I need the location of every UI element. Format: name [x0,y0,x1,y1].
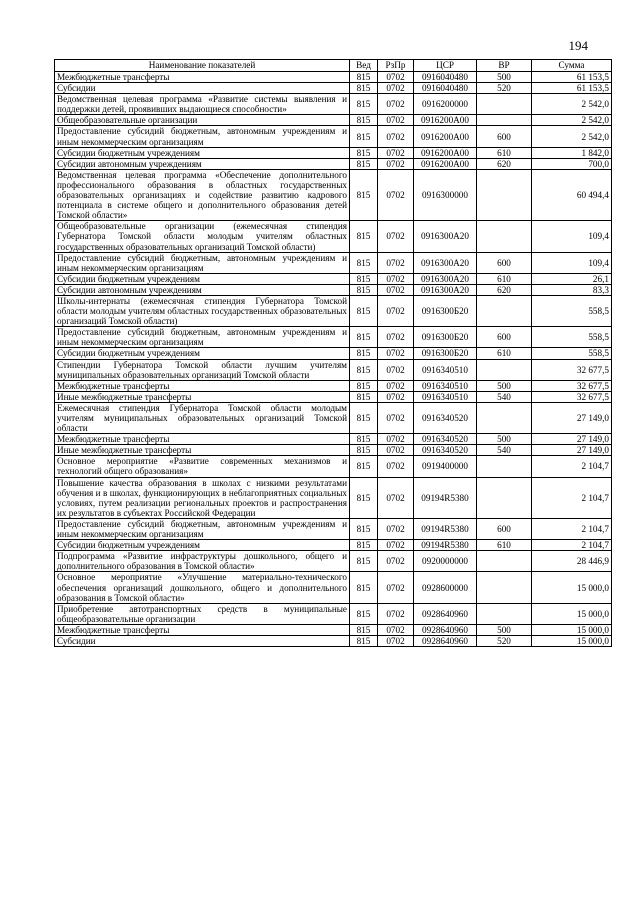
cell-sum: 2 104,7 [532,540,612,551]
cell-csr: 0916300Б20 [414,327,477,348]
cell-csr: 0928640960 [414,635,477,646]
table-row [55,624,612,635]
cell-name: Стипендии Губернатора Томской области лучшим учителям муниципальных образовательных организаций Томской области [55,359,350,380]
cell-csr: 0916300А20 [414,252,477,273]
cell-csr: 0916340510 [414,391,477,402]
table-row [55,359,612,380]
cell-vr: 520 [477,635,532,646]
cell-ved: 815 [350,115,378,126]
cell-name: Общеобразовательные организации [55,115,350,126]
table-row [55,126,612,147]
table-row [55,273,612,284]
cell-rzpr: 0702 [378,572,414,603]
cell-csr: 0916200А00 [414,115,477,126]
cell-sum: 15 000,0 [532,572,612,603]
table-row [55,456,612,477]
table-row [55,252,612,273]
cell-sum: 109,4 [532,252,612,273]
cell-ved: 815 [350,445,378,456]
table-row [55,518,612,539]
cell-name: Межбюджетные трансферты [55,624,350,635]
cell-csr: 0916200А00 [414,147,477,158]
cell-ved: 815 [350,477,378,518]
cell-sum: 27 149,0 [532,445,612,456]
cell-vr [477,477,532,518]
cell-vr: 620 [477,158,532,169]
cell-csr: 0916340520 [414,402,477,433]
table-row [55,445,612,456]
budget-table [54,59,612,647]
cell-vr: 600 [477,327,532,348]
cell-ved: 815 [350,252,378,273]
cell-csr: 09194R5380 [414,540,477,551]
cell-csr: 0916300А20 [414,221,477,252]
cell-rzpr: 0702 [378,635,414,646]
table-row [55,635,612,646]
cell-vr: 540 [477,445,532,456]
cell-ved: 815 [350,158,378,169]
cell-rzpr: 0702 [378,380,414,391]
cell-vr: 620 [477,284,532,295]
cell-vr [477,169,532,220]
table-row [55,572,612,603]
cell-csr: 09194R5380 [414,518,477,539]
cell-rzpr: 0702 [378,518,414,539]
cell-rzpr: 0702 [378,477,414,518]
cell-vr: 610 [477,540,532,551]
table-row [55,115,612,126]
cell-rzpr: 0702 [378,221,414,252]
cell-name: Субсидии бюджетным учреждениям [55,273,350,284]
cell-name: Субсидии [55,635,350,646]
cell-vr [477,94,532,115]
cell-name: Субсидии [55,83,350,94]
cell-ved: 815 [350,327,378,348]
cell-csr: 0916200А00 [414,158,477,169]
cell-csr: 0920000000 [414,551,477,572]
cell-sum: 109,4 [532,221,612,252]
table-row [55,147,612,158]
cell-rzpr: 0702 [378,284,414,295]
cell-sum: 558,5 [532,327,612,348]
cell-ved: 815 [350,169,378,220]
cell-ved: 815 [350,635,378,646]
table-row [55,551,612,572]
cell-name: Предоставление субсидий бюджетным, автономным учреждениям и иным некоммерческим организациям [55,252,350,273]
cell-name: Приобретение автотранспортных средств в муниципальные общеобразовательные организации [55,603,350,624]
cell-vr: 540 [477,391,532,402]
table-row [55,158,612,169]
cell-ved: 815 [350,273,378,284]
table-row [55,402,612,433]
cell-vr: 600 [477,518,532,539]
table-row [55,540,612,551]
cell-rzpr: 0702 [378,327,414,348]
table-row [55,221,612,252]
cell-ved: 815 [350,359,378,380]
cell-sum: 2 542,0 [532,115,612,126]
cell-sum: 83,3 [532,284,612,295]
cell-name: Субсидии бюджетным учреждениям [55,147,350,158]
table-row [55,72,612,83]
cell-sum: 61 153,5 [532,72,612,83]
cell-csr: 0916040480 [414,83,477,94]
cell-vr [477,359,532,380]
column-header-name: Наименование показателей [55,60,350,72]
cell-vr: 610 [477,273,532,284]
cell-vr: 520 [477,83,532,94]
cell-csr: 0916200000 [414,94,477,115]
cell-csr: 0916340520 [414,434,477,445]
cell-rzpr: 0702 [378,158,414,169]
cell-name: Субсидии бюджетным учреждениям [55,540,350,551]
cell-sum: 27 149,0 [532,434,612,445]
table-row [55,284,612,295]
cell-rzpr: 0702 [378,359,414,380]
table-row [55,348,612,359]
table-row [55,603,612,624]
cell-csr: 0916340510 [414,359,477,380]
cell-rzpr: 0702 [378,72,414,83]
cell-sum: 28 446,9 [532,551,612,572]
cell-vr: 500 [477,380,532,391]
cell-rzpr: 0702 [378,603,414,624]
cell-vr [477,572,532,603]
cell-ved: 815 [350,83,378,94]
cell-rzpr: 0702 [378,115,414,126]
cell-csr: 0916300Б20 [414,348,477,359]
cell-ved: 815 [350,94,378,115]
cell-rzpr: 0702 [378,456,414,477]
column-header-sum: Сумма [532,60,612,72]
table-row [55,391,612,402]
cell-name: Иные межбюджетные трансферты [55,445,350,456]
cell-name: Повышение качества образования в школах с низкими результатами обучения и в школах, функционирующих в неблагоприятных социальных условиях, путем реализации региональных проектов и распространения их результатов в субъектах Российской Федерации [55,477,350,518]
table-body [55,72,612,647]
cell-name: Общеобразовательные организации (ежемесячная стипендия Губернатора Томской области молодым учителям областных государственных образовательных организаций Томской области) [55,221,350,252]
table-row [55,169,612,220]
cell-sum: 27 149,0 [532,402,612,433]
cell-sum: 2 104,7 [532,518,612,539]
cell-name: Основное мероприятие «Развитие современных механизмов и технологий общего образования» [55,456,350,477]
cell-ved: 815 [350,126,378,147]
cell-sum: 32 677,5 [532,380,612,391]
cell-name: Ежемесячная стипендия Губернатора Томской области молодым учителям муниципальных образовательных организаций Томской области [55,402,350,433]
cell-rzpr: 0702 [378,624,414,635]
cell-ved: 815 [350,518,378,539]
cell-sum: 2 542,0 [532,94,612,115]
cell-name: Межбюджетные трансферты [55,434,350,445]
cell-name: Субсидии бюджетным учреждениям [55,348,350,359]
cell-vr [477,221,532,252]
cell-rzpr: 0702 [378,540,414,551]
cell-sum: 558,5 [532,295,612,326]
cell-rzpr: 0702 [378,551,414,572]
table-row [55,477,612,518]
cell-ved: 815 [350,391,378,402]
cell-ved: 815 [350,380,378,391]
cell-sum: 2 542,0 [532,126,612,147]
cell-ved: 815 [350,221,378,252]
cell-name: Субсидии автономным учреждениям [55,284,350,295]
table-header-row [55,60,612,72]
column-header-vr: ВР [477,60,532,72]
cell-ved: 815 [350,456,378,477]
cell-rzpr: 0702 [378,402,414,433]
cell-name: Ведомственная целевая программа «Обеспечение дополнительного профессионального образования в областных государственных образовательных организациях и содействие развитию кадрового потенциала в системе общего и дополнительного образования детей Томской области» [55,169,350,220]
cell-rzpr: 0702 [378,126,414,147]
cell-name: Школы-интернаты (ежемесячная стипендия Губернатора Томской области молодым учителям областных государственных образовательных организаций Томской области) [55,295,350,326]
cell-name: Предоставление субсидий бюджетным, автономным учреждениям и иным некоммерческим организациям [55,126,350,147]
cell-sum: 26,1 [532,273,612,284]
cell-rzpr: 0702 [378,391,414,402]
cell-sum: 15 000,0 [532,603,612,624]
cell-csr: 0928640960 [414,603,477,624]
cell-ved: 815 [350,540,378,551]
cell-sum: 700,0 [532,158,612,169]
table-row [55,94,612,115]
cell-csr: 0916200А00 [414,126,477,147]
cell-csr: 0916340520 [414,445,477,456]
cell-name: Иные межбюджетные трансферты [55,391,350,402]
column-header-rzpr: РзПр [378,60,414,72]
cell-rzpr: 0702 [378,273,414,284]
cell-ved: 815 [350,284,378,295]
cell-name: Межбюджетные трансферты [55,380,350,391]
table-row [55,434,612,445]
cell-name: Подпрограмма «Развитие инфраструктуры дошкольного, общего и дополнительного образования в Томской области» [55,551,350,572]
cell-sum: 15 000,0 [532,624,612,635]
cell-csr: 0916300А20 [414,273,477,284]
cell-rzpr: 0702 [378,252,414,273]
cell-csr: 0919400000 [414,456,477,477]
cell-ved: 815 [350,551,378,572]
cell-name: Предоставление субсидий бюджетным, автономным учреждениям и иным некоммерческим организациям [55,327,350,348]
cell-vr: 610 [477,348,532,359]
cell-csr: 0916300А20 [414,284,477,295]
cell-ved: 815 [350,147,378,158]
cell-rzpr: 0702 [378,169,414,220]
column-header-ved: Вед [350,60,378,72]
cell-name: Основное мероприятие «Улучшение материально-технического обеспечения организаций дошкольного, общего и дополнительного образования в Томской области» [55,572,350,603]
cell-rzpr: 0702 [378,348,414,359]
cell-ved: 815 [350,295,378,326]
cell-ved: 815 [350,434,378,445]
cell-csr: 0916300000 [414,169,477,220]
table-row [55,83,612,94]
cell-vr [477,402,532,433]
cell-sum: 32 677,5 [532,391,612,402]
cell-rzpr: 0702 [378,83,414,94]
cell-name: Ведомственная целевая программа «Развитие системы выявления и поддержки детей, проявивших выдающиеся способности» [55,94,350,115]
cell-vr [477,456,532,477]
cell-rzpr: 0702 [378,434,414,445]
cell-csr: 0928600000 [414,572,477,603]
cell-ved: 815 [350,624,378,635]
table-row [55,327,612,348]
cell-sum: 2 104,7 [532,477,612,518]
cell-vr [477,115,532,126]
cell-rzpr: 0702 [378,147,414,158]
table-row [55,295,612,326]
cell-sum: 2 104,7 [532,456,612,477]
cell-csr: 0928640960 [414,624,477,635]
cell-csr: 0916300Б20 [414,295,477,326]
cell-ved: 815 [350,572,378,603]
cell-vr [477,551,532,572]
table-row [55,380,612,391]
cell-vr [477,295,532,326]
column-header-csr: ЦСР [414,60,477,72]
cell-vr: 610 [477,147,532,158]
cell-vr: 500 [477,434,532,445]
cell-vr: 600 [477,126,532,147]
cell-rzpr: 0702 [378,295,414,326]
cell-name: Предоставление субсидий бюджетным, автономным учреждениям и иным некоммерческим организациям [55,518,350,539]
cell-sum: 32 677,5 [532,359,612,380]
cell-sum: 558,5 [532,348,612,359]
cell-ved: 815 [350,348,378,359]
cell-vr: 500 [477,72,532,83]
cell-sum: 1 842,0 [532,147,612,158]
cell-ved: 815 [350,72,378,83]
cell-name: Межбюджетные трансферты [55,72,350,83]
cell-sum: 15 000,0 [532,635,612,646]
cell-csr: 0916340510 [414,380,477,391]
cell-csr: 09194R5380 [414,477,477,518]
cell-rzpr: 0702 [378,445,414,456]
cell-vr: 500 [477,624,532,635]
cell-vr [477,603,532,624]
cell-rzpr: 0702 [378,94,414,115]
cell-sum: 61 153,5 [532,83,612,94]
cell-vr: 600 [477,252,532,273]
cell-ved: 815 [350,402,378,433]
cell-ved: 815 [350,603,378,624]
cell-csr: 0916040480 [414,72,477,83]
cell-sum: 60 494,4 [532,169,612,220]
page-number: 194 [568,38,588,53]
cell-name: Субсидии автономным учреждениям [55,158,350,169]
